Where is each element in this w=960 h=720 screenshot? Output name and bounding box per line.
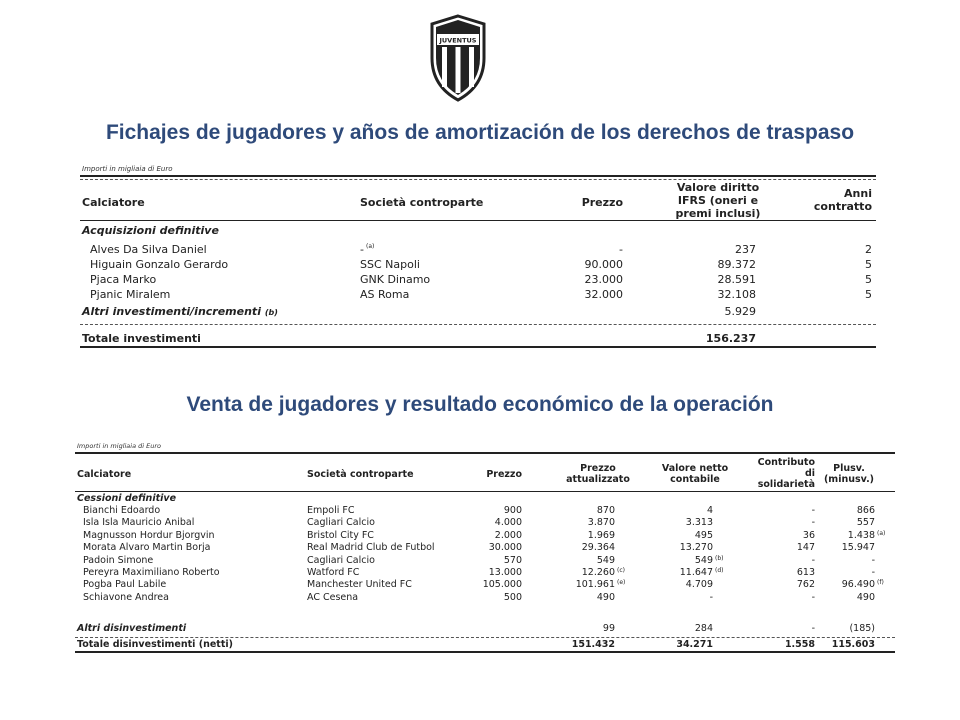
- acquisitions-table: Importi in migliaia di Euro Calciatore Società controparte Prezzo Valore diritto IFRS (oneri e premi inclusi) Anni contratto Acquisizioni definitive Alves Da Silva Daniel - $^{(a)}$ - 237 2 Higuain Gonzalo Gerardo SSC Napoli 90.000 89.372 5 Pjaca Marko GNK Dinamo 23.000 28.591 5 Pjanic Miralem AS Roma 32.000 32.108 5 Altri investimenti/incrementi (b) 5.929 Totale investimenti 156.237: [80, 165, 876, 347]
- juventus-crest-icon: [428, 14, 488, 102]
- header-counterpart: Società controparte: [307, 469, 414, 480]
- header-solidarity: Contributo di solidarietà: [757, 457, 815, 490]
- header-player: Calciatore: [82, 196, 145, 209]
- header-value: Valore diritto IFRS (oneri e premi inclusi): [675, 181, 761, 220]
- header-price: Prezzo: [486, 469, 522, 480]
- units-label: Importi in migliaia di Euro: [82, 165, 173, 173]
- header-updated-price: Prezzo attualizzato: [566, 463, 630, 485]
- logo-text: JUVENTUS: [439, 36, 477, 45]
- header-counterpart: Società controparte: [360, 196, 484, 209]
- header-years: Anni contratto: [813, 187, 872, 213]
- units-label: Importi in migliaia di Euro: [77, 442, 162, 450]
- header-player: Calciatore: [77, 469, 132, 480]
- header-net-value: Valore netto contabile: [661, 463, 729, 485]
- section-label: Cessioni definitive: [77, 493, 177, 504]
- disposals-table: Importi in migliaia di Euro Calciatore Società controparte Prezzo Prezzo attualizzato Valore netto contabile Contributo di solidarietà Plusv. (minusv.) Cessioni definitive Bianchi Edoardo Empoli FC 900 870 4 - 866 Isla Isla Mauricio Anibal Cagliari Calcio 4.000 3.870 3.313 - 557 Magnusson Hordur Bjorgvin Bristol City FC 2.000 1.969 495 36 1.438 (a) Morata Alvaro Martin Borja Real Madrid Club de Futbol 30.000 29.364 13.270 147 15.947 Padoin Simone Cagliari Calcio 570 549 549 (b) - - Pereyra Maximiliano Roberto Watford FC 13.000 12.260 (c) 11.647 (d) 613 - Pogba Paul Labile Manchester United FC 105.000 101.961 (e) 4.709 762 96.490 (f) Schiavone Andrea AC Cesena 500 490 - - 490 Altri disinvestimenti 99 284 - (185) Totale disinvestimenti (netti) 151.432 34.271 1.558 115.603: [75, 442, 895, 654]
- header-price: Prezzo: [581, 196, 623, 209]
- section-label: Acquisizioni definitive: [82, 224, 219, 237]
- title-transfers-out: Venta de jugadores y resultado económico de la operación: [186, 393, 774, 416]
- title-transfers-in: Fichajes de jugadores y años de amortización de los derechos de traspaso: [105, 121, 855, 144]
- header-gain: Plusv. (minusv.): [823, 463, 875, 485]
